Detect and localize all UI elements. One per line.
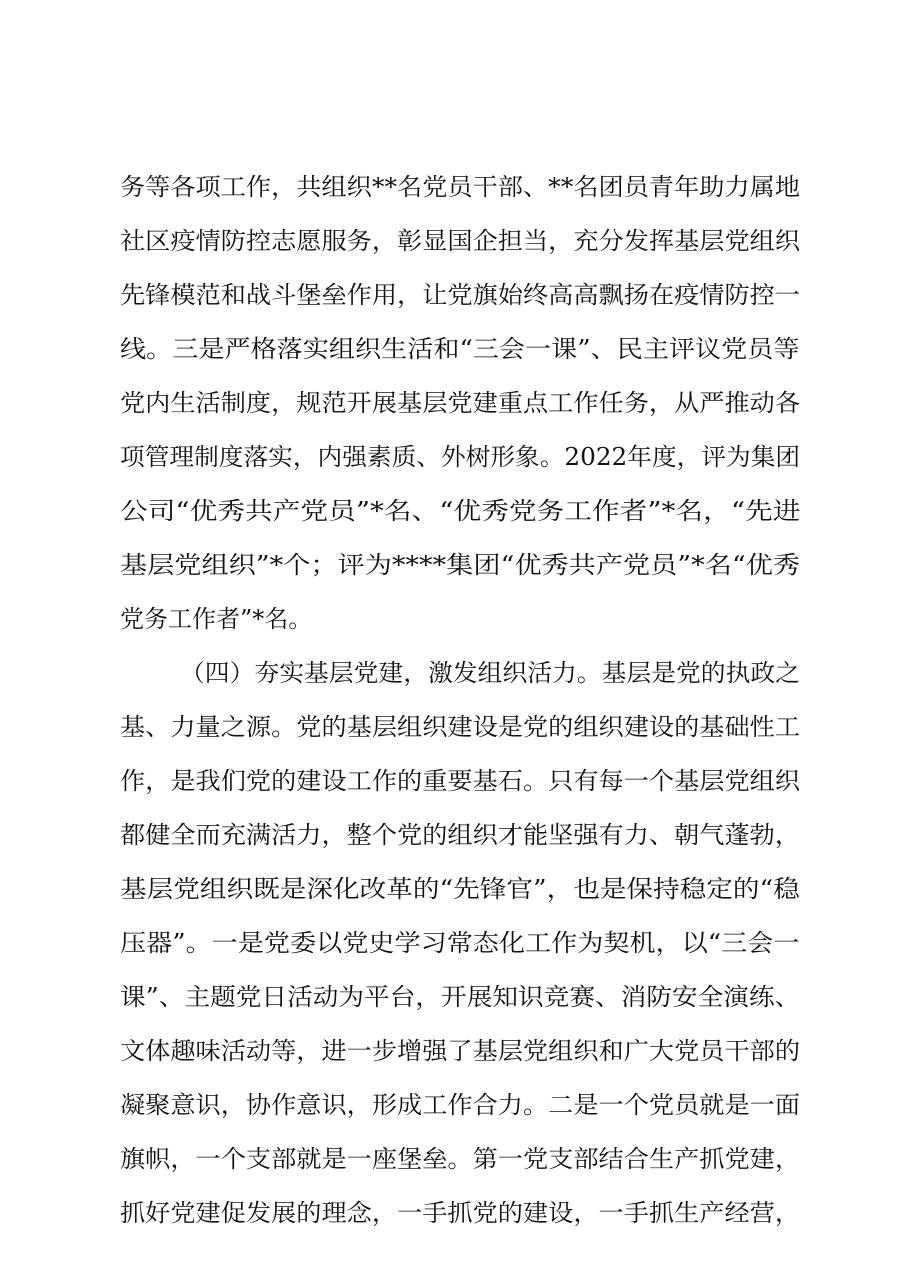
body-text bbox=[120, 160, 800, 1240]
text-line: 抓好党建促发展的理念，一手抓党的建设，一手抓生产经营， bbox=[120, 1199, 800, 1227]
text-line: 压器”。一是党委以党史学习常态化工作为契机，以“三会一 bbox=[120, 929, 800, 957]
text-line: 先锋模范和战斗堡垒作用，让党旗始终高高飘扬在疫情防控一 bbox=[120, 281, 800, 309]
text-line: 线。三是严格落实组织生活和“三会一课”、民主评议党员等 bbox=[120, 335, 800, 363]
text-line: 都健全而充满活力，整个党的组织才能坚强有力、朝气蓬勃， bbox=[120, 821, 800, 849]
text-line: 旗帜，一个支部就是一座堡垒。第一党支部结合生产抓党建， bbox=[120, 1145, 800, 1173]
text-line: 凝聚意识，协作意识，形成工作合力。二是一个党员就是一面 bbox=[120, 1091, 800, 1119]
text-line: 务等各项工作，共组织**名党员干部、**名团员青年助力属地 bbox=[120, 173, 800, 201]
text-line: 文体趣味活动等，进一步增强了基层党组织和广大党员干部的 bbox=[120, 1037, 800, 1065]
text-line: 基层党组织”*个；评为****集团“优秀共产党员”*名“优秀 bbox=[120, 551, 801, 579]
text-line: 基层党组织既是深化改革的“先锋官”，也是保持稳定的“稳 bbox=[120, 875, 800, 903]
text-line: 社区疫情防控志愿服务，彰显国企担当，充分发挥基层党组织 bbox=[120, 227, 800, 255]
text-line: 作，是我们党的建设工作的重要基石。只有每一个基层党组织 bbox=[120, 767, 800, 795]
section-heading-line: （四）夯实基层党建，激发组织活力。基层是党的执政之 bbox=[180, 659, 800, 687]
text-line: 党内生活制度，规范开展基层党建重点工作任务，从严推动各 bbox=[120, 389, 800, 417]
text-line: 公司“优秀共产党员”*名、“优秀党务工作者”*名，“先进 bbox=[120, 497, 801, 525]
text-line-last: 党务工作者”*名。 bbox=[120, 605, 313, 633]
text-line: 课”、主题党日活动为平台，开展知识竞赛、消防安全演练、 bbox=[120, 983, 801, 1011]
text-line: 基、力量之源。党的基层组织建设是党的组织建设的基础性工 bbox=[120, 713, 800, 741]
text-line: 项管理制度落实，内强素质、外树形象。2022年度，评为集团 bbox=[120, 443, 801, 471]
